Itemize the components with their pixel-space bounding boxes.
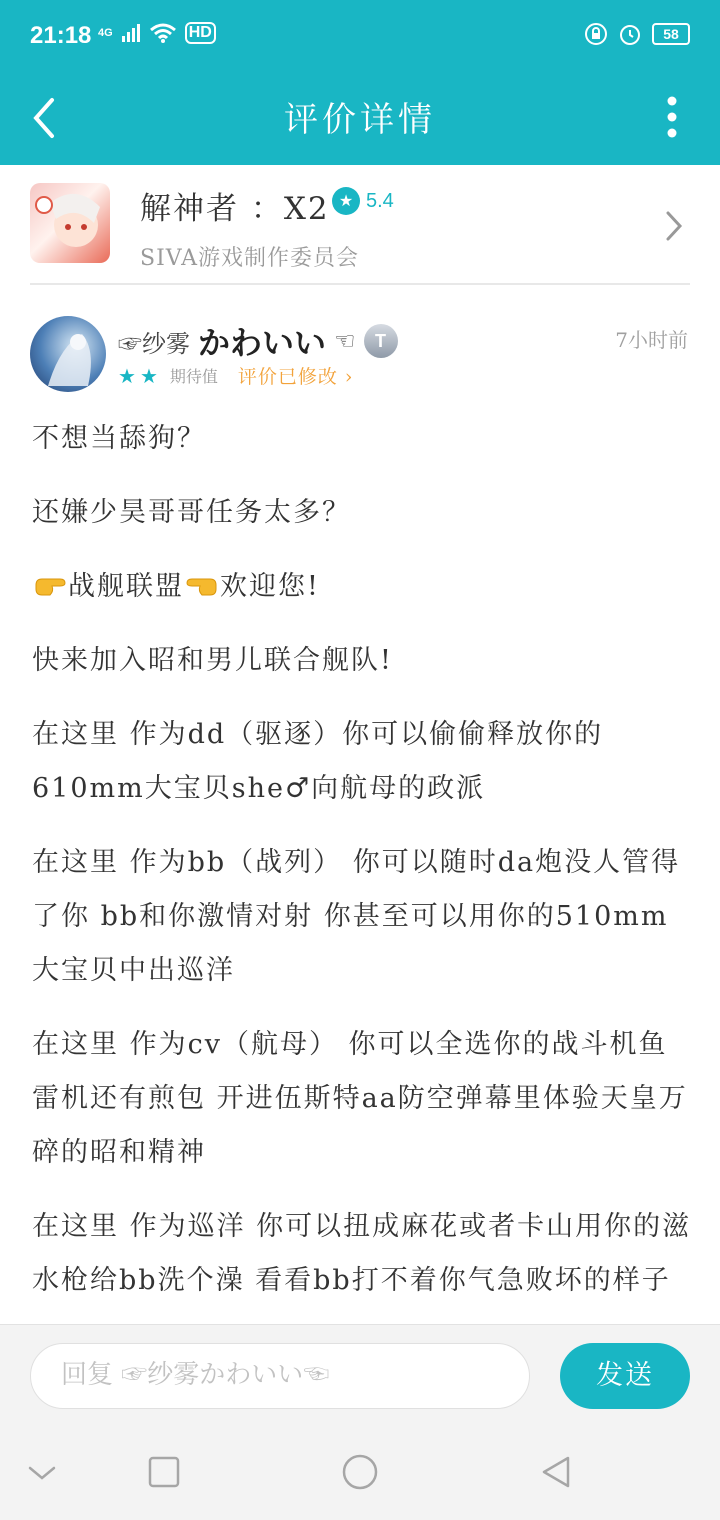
more-vertical-icon[interactable] xyxy=(666,92,678,142)
fleet-name: 战舰联盟 xyxy=(68,571,184,602)
status-time: 21:18 xyxy=(30,22,92,49)
review-paragraph xyxy=(32,560,692,614)
review-stars-row xyxy=(118,362,354,389)
chevron-right-icon xyxy=(664,209,684,243)
review-paragraph: 还嫌少昊哥哥任务太多？ xyxy=(32,497,351,528)
status-bar xyxy=(0,0,720,72)
hd-label: HD xyxy=(185,22,216,44)
pointing-hand-emoji-icon xyxy=(32,571,68,601)
pointing-hand-emoji-icon xyxy=(184,571,220,601)
alarm-icon xyxy=(618,22,642,46)
reply-bar xyxy=(0,1324,720,1422)
review-content xyxy=(32,412,692,1322)
review-paragraph: 在这里 作为巡洋 你可以扭成麻花或者卡山用你的滋水枪给bb洗个澡 看看bb打不着你气急败坏的样子 xyxy=(32,1211,692,1296)
status-right-icons xyxy=(584,22,690,46)
game-developer: SIVA游戏制作委员会 xyxy=(140,246,360,271)
author-suffix: ☜ xyxy=(334,327,356,355)
user-level-badge: T xyxy=(364,324,398,358)
game-rating xyxy=(332,187,394,215)
star-icon: ★ xyxy=(332,187,360,215)
app-header xyxy=(0,72,720,165)
nav-collapse-icon[interactable] xyxy=(22,1452,62,1492)
game-info-row[interactable] xyxy=(0,165,720,285)
wifi-icon xyxy=(149,22,177,44)
author-prefix: ☞纱雾 xyxy=(118,329,190,358)
review-paragraph: 快来加入昭和男儿联合舰队! xyxy=(32,645,393,676)
avatar[interactable] xyxy=(30,316,106,392)
reply-input[interactable]: 回复 ☞纱雾かわいい☜ xyxy=(30,1343,530,1409)
nav-recent-icon[interactable] xyxy=(144,1452,184,1492)
status-left-icons xyxy=(98,22,216,44)
nav-back-icon[interactable] xyxy=(536,1452,576,1492)
edited-link[interactable]: 评价已修改 › xyxy=(237,366,354,388)
send-button[interactable]: 发送 xyxy=(560,1343,690,1409)
review-time: 7小时前 xyxy=(615,328,688,352)
expect-label: 期待值 xyxy=(169,367,218,386)
nav-home-icon[interactable] xyxy=(340,1452,380,1492)
star-icon: ★ xyxy=(139,363,158,388)
author-name[interactable] xyxy=(118,318,398,364)
review-paragraph: 在这里 作为cv（航母） 你可以全选你的战斗机鱼雷机还有煎包 开进伍斯特aa防空弹幕里体验天皇万碎的昭和精神 xyxy=(32,1029,688,1168)
game-rating-value: 5.4 xyxy=(366,189,394,212)
signal-icon xyxy=(121,23,141,43)
review-paragraph: 在这里 作为bb（战列） 你可以随时da炮没人管得了你 bb和你激情对射 你甚至可以用你的510mm大宝贝中出巡洋 xyxy=(32,847,681,986)
network-label: 4G xyxy=(98,27,113,39)
star-icon: ★ xyxy=(118,363,136,388)
divider xyxy=(30,283,690,285)
game-icon xyxy=(30,183,110,263)
review-paragraph: 不想当舔狗？ xyxy=(32,423,206,454)
battery-indicator: 58 xyxy=(652,23,690,45)
welcome-text: 欢迎您! xyxy=(220,571,320,602)
page-title: 评价详情 xyxy=(284,100,436,140)
game-name: 解神者 ：X2 xyxy=(140,191,330,227)
review-paragraph: 在这里 作为dd（驱逐）你可以偷偷释放你的610mm大宝贝she♂向航母的政派 xyxy=(32,719,604,804)
author-main: かわいい xyxy=(198,324,327,362)
lock-rotation-icon xyxy=(584,22,608,46)
system-nav-bar xyxy=(0,1422,720,1520)
